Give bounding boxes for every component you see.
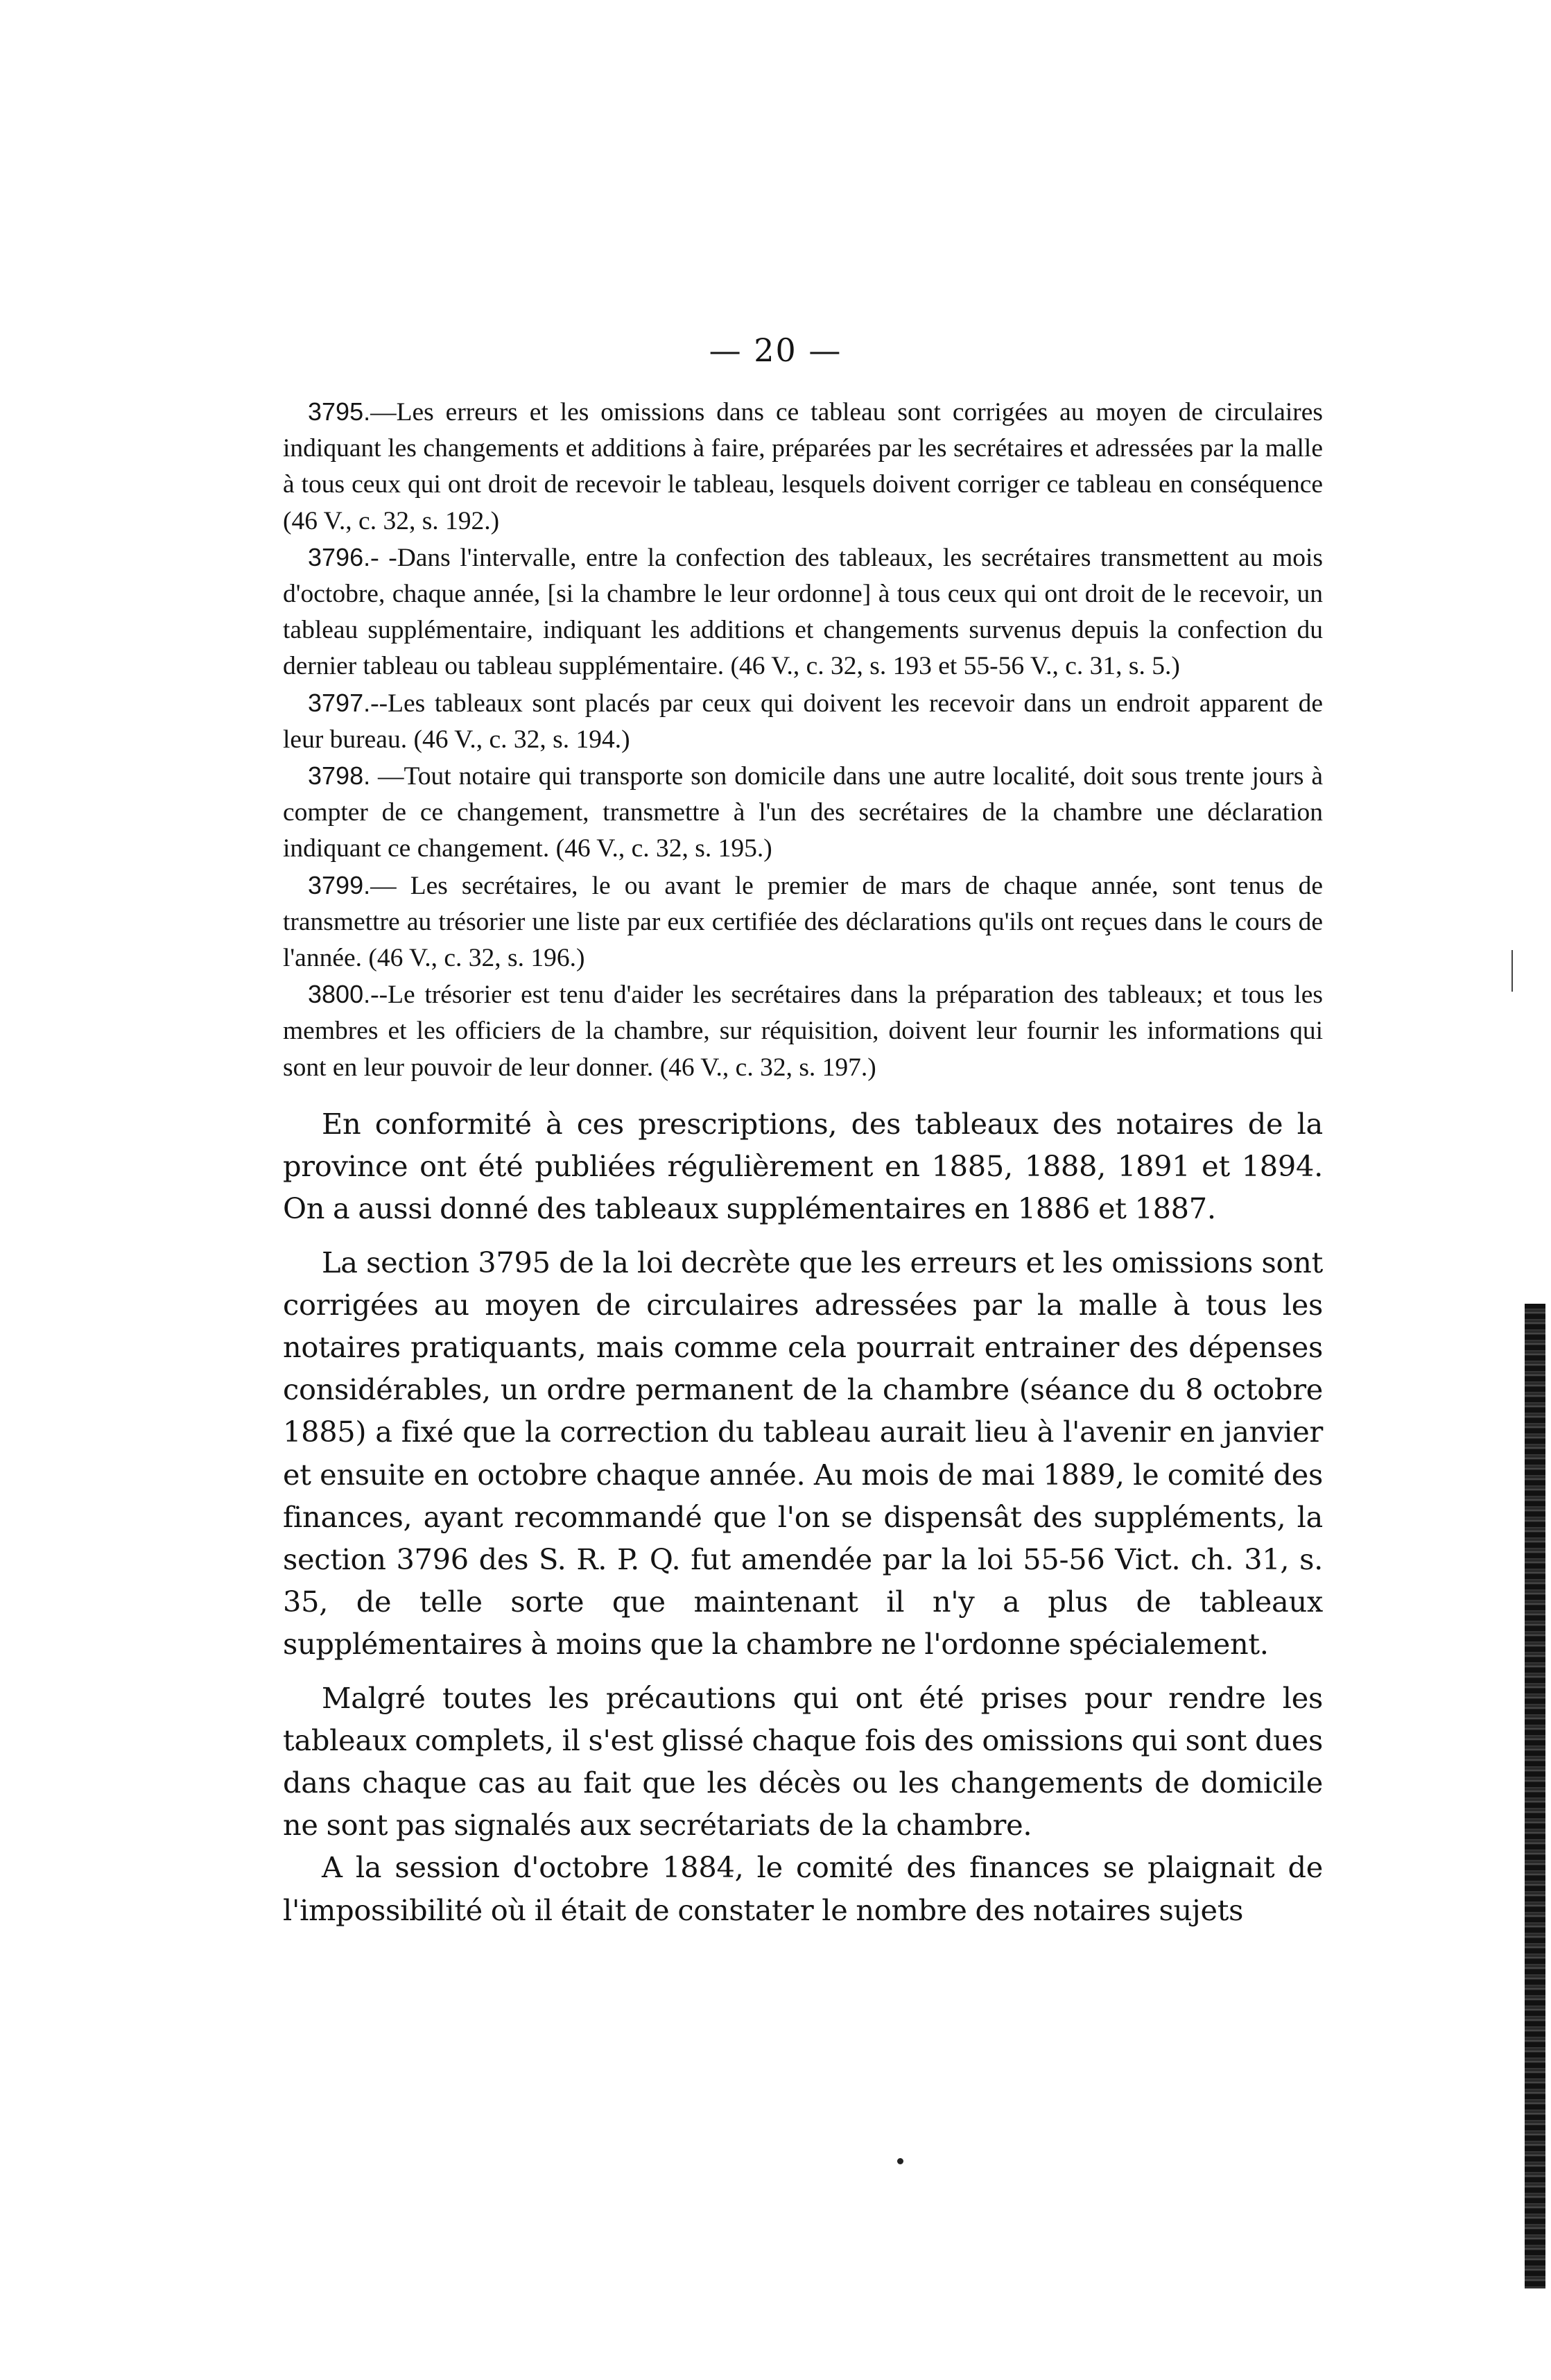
section-text: — Les secrétaires, le ou avant le premier de mars de chaque année, sont tenus de transmettre au trésorier une liste par eux certifiée des déclarations qu'ils ont reçues dans le cours de l'année. (46 V., c. 32, s. 196.) — [283, 871, 1323, 973]
page-number: — 20 — — [709, 331, 842, 369]
paragraph-section-3795: La section 3795 de la loi decrète que les erreurs et les omissions sont corrigées au moyen de circulaires adressées par la malle à tous les notaires pratiquants, mais comme cela pourrait entrainer des dépenses considérables, un ordre permanent de la chambre (séance du 8 octobre 1885) a fixé que la correction du tableau aurait lieu à l'avenir en janvier et ensuite en octobre chaque année. Au mois de mai 1889, le comité des finances, ayant recommandé que l'on se dispensât des suppléments, la section 3796 des S. R. P. Q. fut amendée par la loi 55-56 Vict. ch. 31, s. 35, de telle sorte que maintenant il n'y a plus de tableaux supplémentaires à moins que la chambre ne l'ordonne spécialement. — [283, 1245, 1323, 1662]
section-number: 3800. — [308, 980, 371, 1009]
speck — [897, 2158, 903, 2164]
section-text: - -Dans l'intervalle, entre la confection des tableaux, les secrétaires transmettent au mois d'octobre, chaque année, [si la chambre le leur ordonne] à tous ceux qui ont droit de le recevoir, un tableau supplémentaire, indiquant les additions et changements survenus depuis la confection du dernier tableau ou tableau supplémentaire. (46 V., c. 32, s. 193 et 55-56 V., c. 31, s. 5.) — [283, 543, 1323, 681]
statute-sections — [283, 394, 1323, 1086]
section-number: 3796. — [308, 542, 371, 571]
section-3799 — [283, 868, 1323, 977]
section-number: 3799. — [308, 870, 371, 899]
commentary-text — [283, 1103, 1323, 1931]
section-text: --Les tableaux sont placés par ceux qui doivent les recevoir dans un endroit apparent de leur bureau. (46 V., c. 32, s. 194.) — [283, 689, 1323, 754]
margin-mark — [1511, 950, 1513, 992]
section-3798 — [283, 758, 1323, 868]
paragraph-conformite: En conformité à ces prescriptions, des tableaux des notaires de la province ont été publiées régulièrement en 1885, 1888, 1891 et 1894. On a aussi donné des tableaux supplémentaires en 1886 et 1887. — [283, 1107, 1323, 1226]
section-text: —Tout notaire qui transporte son domicile dans une autre localité, doit sous trente jours à compter de ce changement, transmettre à l'un des secrétaires de la chambre une déclaration indiquant ce changement. (46 V., c. 32, s. 195.) — [283, 762, 1323, 863]
section-text: --Le trésorier est tenu d'aider les secrétaires dans la préparation des tableaux; et tous les membres et les officiers de la chambre, sur réquisition, doivent leur fournir les informations qui sont en leur pouvoir de leur donner. (46 V., c. 32, s. 197.) — [283, 981, 1323, 1082]
section-3796 — [283, 540, 1323, 685]
paragraph-session-1884: A la session d'octobre 1884, le comité des finances se plaignait de l'impossibilité où il était de constater le nombre des notaires sujets — [283, 1850, 1323, 1927]
section-number: 3795. — [308, 397, 371, 426]
paragraph-precautions: Malgré toutes les précautions qui ont été prises pour rendre les tableaux complets, il s'est glissé chaque fois des omissions qui sont dues dans chaque cas au fait que les décès ou les changements de domicile ne sont pas signalés aux secrétariats de la chambre. — [283, 1680, 1323, 1843]
section-number: 3797. — [308, 688, 371, 717]
section-text: —Les erreurs et les omissions dans ce tableau sont corrigées au moyen de circulaires indiquant les changements et additions à faire, préparées par les secrétaires et adressées par la malle à tous ceux qui ont droit de recevoir le tableau, lesquels doivent corriger ce tableau en conséquence (46 V., c. 32, s. 192.) — [283, 398, 1323, 535]
section-3800 — [283, 976, 1323, 1086]
scan-edge-shadow — [1525, 1304, 1545, 2288]
section-number: 3798. — [308, 761, 371, 791]
section-3795 — [283, 394, 1323, 540]
section-3797 — [283, 685, 1323, 758]
